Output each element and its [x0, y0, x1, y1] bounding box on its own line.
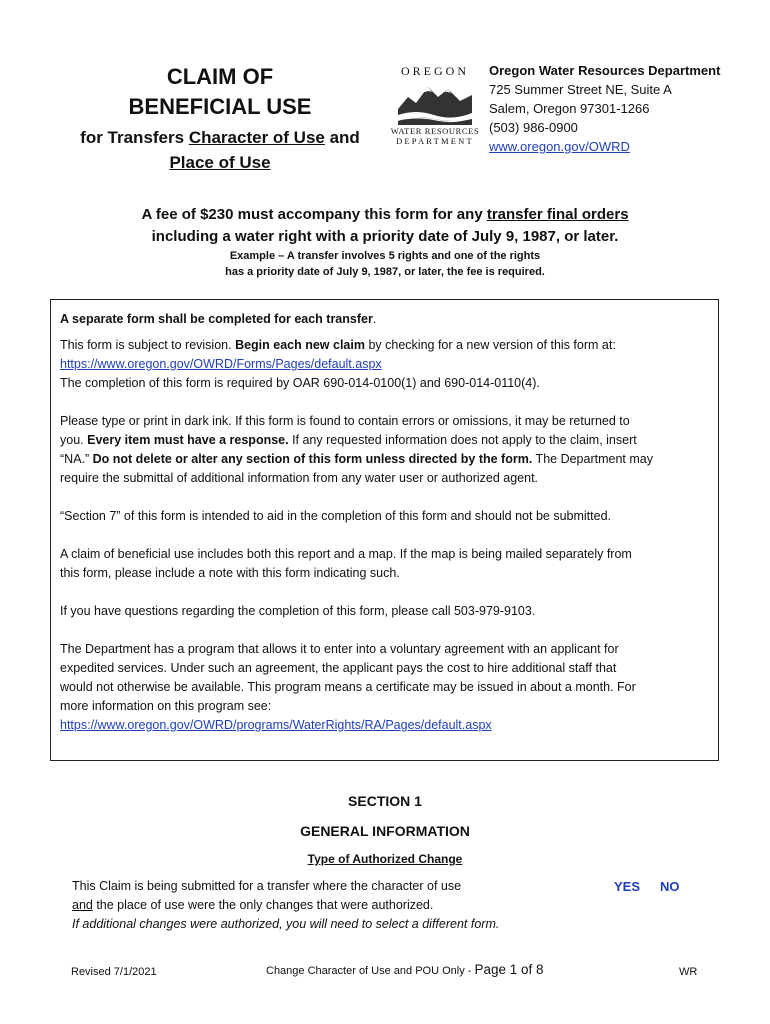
yes-option[interactable]: YES	[614, 879, 641, 894]
info-p5-line1: A claim of beneficial use includes both this report and a map. If the map is being mailed separately from	[60, 547, 632, 561]
info-p1-end: .	[372, 312, 377, 326]
claim-line2	[72, 896, 572, 915]
address-phone: (503) 986-0900	[489, 120, 578, 135]
address-city: Salem, Oregon 97301-1266	[489, 101, 650, 116]
info-p5-line2: this form, please include a note with this form indicating such.	[60, 566, 400, 580]
info-p2-start: This form is subject to revision.	[60, 338, 236, 352]
claim-line2-rest: the place of use were the only changes that were authorized.	[92, 898, 434, 912]
owrd-logo	[390, 64, 480, 152]
info-p3-line2	[60, 431, 715, 450]
form-title-line1: CLAIM OF	[166, 64, 274, 89]
info-p3-line3	[60, 450, 715, 469]
subtitle-underlined: Character of Use	[188, 128, 325, 147]
logo-bottom-text-line2: DEPARTMENT	[396, 136, 474, 146]
claim-line2-underlined: and	[72, 898, 93, 912]
info-p3-line1: Please type or print in dark ink. If this form is found to contain errors or omissions, it may be returned to	[60, 414, 630, 428]
info-p7-line4: more information on this program see:	[60, 699, 272, 713]
form-subtitle-line2: Place of Use	[169, 153, 271, 172]
footer-wr: WR	[679, 966, 698, 978]
no-option[interactable]: NO	[660, 879, 680, 894]
info-p3-line3-bold: Do not delete or alter any section of this form unless directed by the form.	[92, 452, 533, 466]
info-p7-line1: The Department has a program that allows it to enter into a voluntary agreement with an applicant for	[60, 642, 619, 656]
info-p2-line1	[60, 336, 715, 355]
info-p2-line3: The completion of this form is required by OAR 690-014-0100(1) and 690-014-0110(4).	[60, 376, 540, 390]
info-p3-line3-end: The Department may	[532, 452, 653, 466]
expedited-services-link[interactable]: https://www.oregon.gov/OWRD/programs/WaterRights/RA/Pages/default.aspx	[60, 718, 492, 732]
footer-page-number: Page 1 of 8	[474, 962, 544, 977]
info-p6: If you have questions regarding the completion of this form, please call 503-979-9103.	[60, 604, 536, 618]
fee-example-line2: has a priority date of July 9, 1987, or later, the fee is required.	[225, 266, 545, 278]
info-p4: “Section 7” of this form is intended to aid in the completion of this form and should not be submitted.	[60, 509, 611, 523]
info-p3-line3-start: “NA.”	[60, 452, 93, 466]
fee-notice-line1	[0, 204, 770, 226]
info-p3-line2-end: If any requested information does not apply to the claim, insert	[288, 433, 637, 447]
mountain-landscape-icon	[398, 79, 472, 125]
info-p3-line4: require the submittal of additional information from any water user or authorized agent.	[60, 471, 539, 485]
address-org: Oregon Water Resources Department	[489, 63, 721, 78]
footer-revised: Revised 7/1/2021	[71, 966, 157, 978]
fee-example-line1: Example – A transfer involves 5 rights and one of the rights	[229, 250, 541, 262]
info-p3-line2-bold: Every item must have a response.	[87, 433, 289, 447]
info-p7-line2: expedited services. Under such an agreement, the applicant pays the cost to hire additional staff that	[60, 661, 617, 675]
info-p3-line2-start: you.	[60, 433, 88, 447]
info-p7-line3: would not otherwise be available. This program means a certificate may be issued in about a month. For	[60, 680, 636, 694]
forms-page-link[interactable]: https://www.oregon.gov/OWRD/Forms/Pages/default.aspx	[60, 357, 382, 371]
fee-notice-line2: including a water right with a priority date of July 9, 1987, or later.	[151, 228, 619, 245]
subtitle-prefix: for Transfers	[80, 128, 189, 147]
subtitle-suffix: and	[324, 128, 360, 147]
footer-center-prefix: Change Character of Use and POU Only -	[266, 965, 475, 977]
logo-top-text: OREGON	[401, 64, 469, 78]
form-title-line2: BENEFICIAL USE	[128, 94, 312, 119]
section-subtitle: Type of Authorized Change	[307, 852, 463, 866]
claim-line1: This Claim is being submitted for a transfer where the character of use	[72, 879, 462, 893]
logo-bottom-text-line1: WATER RESOURCES	[390, 126, 480, 136]
section-number: SECTION 1	[348, 793, 422, 809]
info-p2-end: by checking for a new version of this form at:	[364, 338, 616, 352]
owrd-website-link[interactable]: www.oregon.gov/OWRD	[489, 139, 630, 154]
footer-center	[266, 962, 544, 979]
fee-line1-underlined: transfer final orders	[486, 206, 629, 223]
section-title: GENERAL INFORMATION	[300, 823, 470, 839]
fee-line1-prefix: A fee of $230 must accompany this form for any	[141, 206, 487, 223]
info-p1	[60, 310, 715, 329]
claim-line3: If additional changes were authorized, you will need to select a different form.	[72, 917, 500, 931]
info-p2-bold: Begin each new claim	[235, 338, 365, 352]
info-p1-bold: A separate form shall be completed for each transfer	[60, 312, 373, 326]
address-street: 725 Summer Street NE, Suite A	[489, 82, 672, 97]
form-subtitle-line1	[60, 127, 380, 149]
